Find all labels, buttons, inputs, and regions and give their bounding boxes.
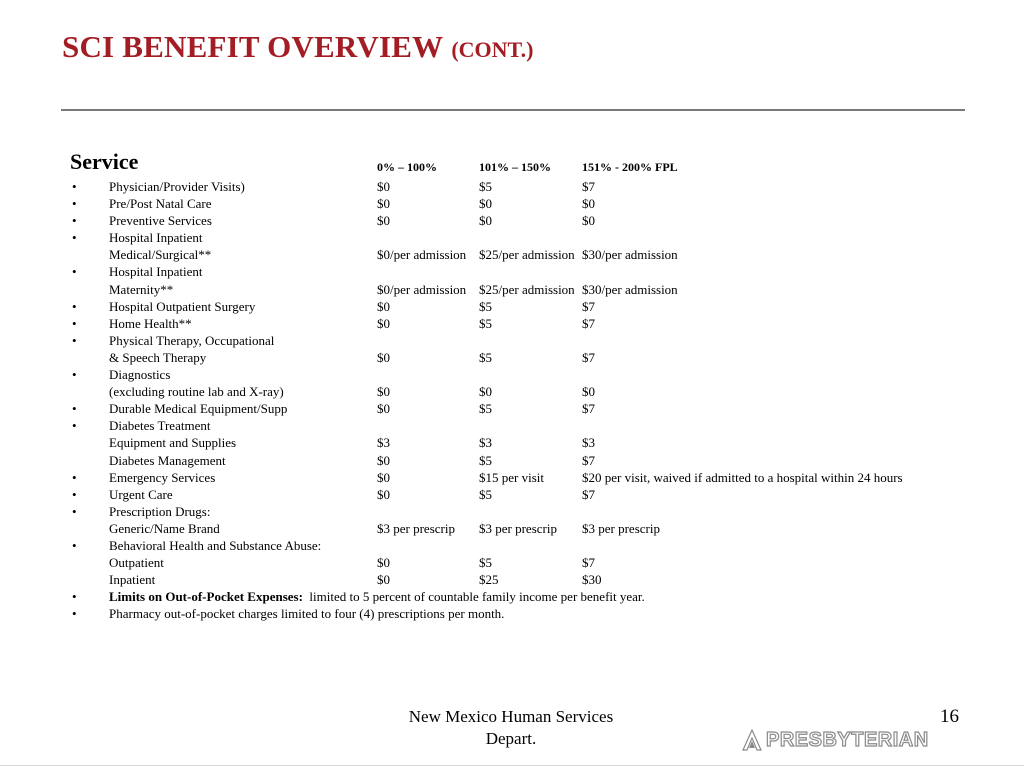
service-label: Inpatient — [109, 572, 156, 588]
service-label: Equipment and Supplies — [109, 435, 237, 451]
copay-value-col-2: $15 per visit — [479, 469, 544, 485]
slide-title-main: SCI BENEFIT OVERVIEW — [62, 29, 444, 64]
service-label: Medical/Surgical** — [109, 247, 212, 263]
copay-value-col-2: $5 — [479, 401, 492, 417]
copay-value-col-3: $30/per admission — [582, 281, 678, 297]
bullet: • — [72, 213, 77, 229]
copay-value-col-1: $0 — [377, 486, 390, 502]
table-row — [0, 298, 1024, 315]
copay-value-col-1: $0 — [377, 213, 390, 229]
service-label: Hospital Outpatient Surgery — [109, 298, 256, 314]
copay-value-col-1: $0 — [377, 179, 390, 194]
column-header-101-150: 101% – 150% — [479, 160, 551, 174]
copay-value-col-3: $30 — [582, 572, 602, 588]
copay-value-col-2: $5 — [479, 349, 492, 365]
table-row — [0, 212, 1024, 229]
service-label: Maternity** — [109, 281, 174, 297]
table-row — [0, 400, 1024, 417]
bullet: • — [72, 332, 77, 348]
presbyterian-logo — [742, 728, 929, 752]
note-body: limited to 5 percent of countable family income per benefit year. — [302, 589, 645, 605]
service-label: Emergency Services — [109, 469, 216, 485]
service-label: Behavioral Health and Substance Abuse: — [109, 537, 322, 553]
note-text — [109, 605, 504, 622]
note-row — [0, 605, 1024, 622]
bullet: • — [72, 196, 77, 212]
bullet: • — [72, 230, 77, 246]
service-label: Physician/Provider Visits) — [109, 179, 245, 194]
bullet: • — [72, 486, 77, 502]
page-number: 16 — [940, 706, 959, 727]
service-label: (excluding routine lab and X-ray) — [109, 384, 284, 400]
copay-value-col-2: $5 — [479, 452, 492, 468]
service-label: Durable Medical Equipment/Supp — [109, 401, 288, 417]
copay-value-col-2: $5 — [479, 315, 492, 331]
copay-value-col-2: $0 — [479, 384, 492, 400]
copay-value-col-3: $0 — [582, 384, 595, 400]
service-label: & Speech Therapy — [109, 349, 207, 365]
bullet: • — [72, 367, 77, 383]
bullet: • — [72, 179, 77, 194]
copay-value-col-2: $5 — [479, 179, 492, 194]
service-label: Physical Therapy, Occupational — [109, 332, 275, 348]
table-row — [0, 349, 1024, 366]
copay-value-col-1: $0 — [377, 349, 390, 365]
title-divider — [61, 109, 965, 111]
copay-value-col-1: $0 — [377, 384, 390, 400]
table-row — [0, 520, 1024, 537]
note-row — [0, 588, 1024, 605]
copay-value-col-2: $5 — [479, 486, 492, 502]
copay-value-col-3: $7 — [582, 349, 595, 365]
copay-value-col-2: $25 — [479, 572, 499, 588]
bullet: • — [72, 298, 77, 314]
copay-value-col-1: $0 — [377, 196, 390, 212]
service-label: Prescription Drugs: — [109, 503, 211, 519]
bottom-divider — [0, 765, 1024, 766]
bullet: • — [72, 315, 77, 331]
copay-value-col-2: $5 — [479, 555, 492, 571]
copay-value-col-3: $0 — [582, 196, 595, 212]
service-label: Hospital Inpatient — [109, 230, 203, 246]
table-row — [0, 554, 1024, 571]
note-body: Pharmacy out-of-pocket charges limited to four (4) prescriptions per month. — [109, 606, 505, 622]
copay-value-col-1: $3 per prescrip — [377, 520, 455, 536]
copay-value-col-3: $7 — [582, 401, 595, 417]
table-row — [0, 178, 1024, 195]
service-label: Diabetes Management — [109, 452, 226, 468]
footer-text — [380, 706, 642, 750]
copay-value-col-3: $7 — [582, 315, 595, 331]
service-label: Preventive Services — [109, 213, 212, 229]
copay-value-col-3: $7 — [582, 555, 595, 571]
copay-value-col-1: $0 — [377, 298, 390, 314]
service-label: Urgent Care — [109, 486, 173, 502]
note-bold-label: Limits on Out-of-Pocket Expenses: — [109, 589, 303, 605]
copay-value-col-2: $0 — [479, 213, 492, 229]
footer-line-2: Depart. — [485, 729, 537, 748]
bullet: • — [72, 606, 77, 622]
copay-value-col-2: $0 — [479, 196, 492, 212]
copay-value-col-1: $0 — [377, 555, 390, 571]
table-row — [0, 315, 1024, 332]
copay-value-col-1: $0/per admission — [377, 247, 467, 263]
table-row — [0, 417, 1024, 434]
bullet: • — [72, 537, 77, 553]
copay-value-col-3: $3 — [582, 435, 595, 451]
copay-value-col-3: $20 per visit, waived if admitted to a hospital within 24 hours — [582, 469, 903, 485]
bullet: • — [72, 264, 77, 280]
table-row — [0, 383, 1024, 400]
logo-text: PRESBYTERIAN — [766, 729, 929, 751]
bullet: • — [72, 503, 77, 519]
bullet: • — [72, 418, 77, 434]
copay-value-col-3: $7 — [582, 486, 595, 502]
copay-value-col-1: $0 — [377, 469, 390, 485]
bullet: • — [72, 589, 77, 605]
column-header-0-100: 0% – 100% — [377, 160, 437, 174]
table-row — [0, 366, 1024, 383]
copay-value-col-3: $7 — [582, 452, 595, 468]
service-label: Hospital Inpatient — [109, 264, 203, 280]
copay-value-col-1: $0 — [377, 315, 390, 331]
service-label: Outpatient — [109, 555, 164, 571]
service-label: Diabetes Treatment — [109, 418, 211, 434]
service-header: Service — [70, 149, 139, 174]
table-row — [0, 434, 1024, 451]
copay-value-col-3: $0 — [582, 213, 595, 229]
service-label: Home Health** — [109, 315, 192, 331]
copay-value-col-3: $7 — [582, 298, 595, 314]
copay-value-col-1: $0 — [377, 401, 390, 417]
table-row — [0, 229, 1024, 246]
copay-value-col-1: $0 — [377, 572, 390, 588]
benefit-table — [0, 178, 1024, 622]
bullet: • — [72, 469, 77, 485]
service-label: Pre/Post Natal Care — [109, 196, 212, 212]
copay-value-col-2: $5 — [479, 298, 492, 314]
bullet: • — [72, 401, 77, 417]
table-row — [0, 469, 1024, 486]
column-header-151-200: 151% - 200% FPL — [582, 160, 678, 174]
table-row — [0, 246, 1024, 263]
copay-value-col-1: $3 — [377, 435, 390, 451]
copay-value-col-2: $3 — [479, 435, 492, 451]
slide-title — [62, 30, 533, 62]
table-row — [0, 571, 1024, 588]
footer-line-1: New Mexico Human Services — [408, 707, 614, 726]
table-row — [0, 263, 1024, 280]
table-header — [70, 151, 970, 177]
table-row — [0, 195, 1024, 212]
copay-value-col-3: $3 per prescrip — [582, 520, 660, 536]
copay-value-col-3: $30/per admission — [582, 247, 678, 263]
copay-value-col-2: $25/per admission — [479, 281, 575, 297]
copay-value-col-1: $0 — [377, 452, 390, 468]
copay-value-col-3: $7 — [582, 179, 595, 194]
table-row — [0, 486, 1024, 503]
presbyterian-logo-icon — [742, 729, 762, 751]
copay-value-col-2: $3 per prescrip — [479, 520, 557, 536]
table-row — [0, 503, 1024, 520]
copay-value-col-1: $0/per admission — [377, 281, 467, 297]
note-text — [109, 588, 645, 605]
table-row — [0, 281, 1024, 298]
copay-value-col-2: $25/per admission — [479, 247, 575, 263]
table-row — [0, 452, 1024, 469]
table-row — [0, 537, 1024, 554]
service-label: Generic/Name Brand — [109, 520, 220, 536]
service-label: Diagnostics — [109, 367, 171, 383]
slide-title-sub: (CONT.) — [451, 37, 534, 62]
table-row — [0, 332, 1024, 349]
